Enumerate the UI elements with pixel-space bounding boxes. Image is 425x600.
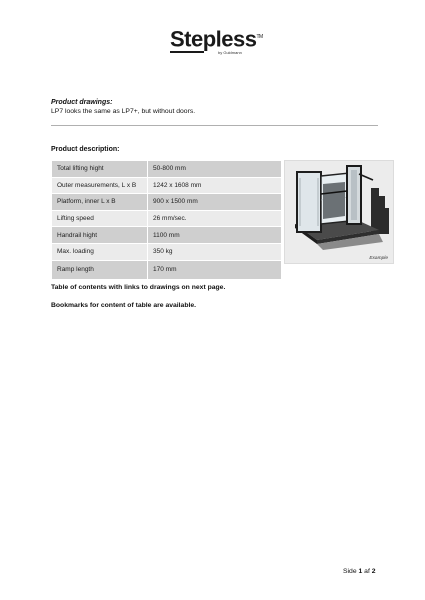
table-row bbox=[52, 194, 282, 211]
product-drawings-note: LP7 looks the same as LP7+, but without doors. bbox=[51, 108, 196, 115]
product-photo bbox=[284, 160, 394, 264]
photo-caption: Example bbox=[369, 256, 388, 261]
spec-value: 170 mm bbox=[148, 260, 282, 279]
spec-value: 1100 mm bbox=[148, 227, 282, 244]
stepless-logo bbox=[170, 26, 262, 60]
bookmarks-note: Bookmarks for content of table are available. bbox=[51, 302, 197, 309]
spec-label: Ramp length bbox=[52, 260, 148, 279]
spec-value: 50-800 mm bbox=[148, 161, 282, 178]
table-row bbox=[52, 177, 282, 194]
spec-table bbox=[51, 160, 282, 280]
page-of: af bbox=[364, 568, 370, 575]
page-label: Side bbox=[343, 568, 357, 575]
logo-underline bbox=[170, 51, 204, 53]
logo-wordmark: Stepless bbox=[170, 26, 257, 52]
table-row bbox=[52, 260, 282, 279]
spec-value: 1242 x 1608 mm bbox=[148, 177, 282, 194]
spec-label: Total lifting hight bbox=[52, 161, 148, 178]
spec-value: 26 mm/sec. bbox=[148, 210, 282, 227]
product-description-heading: Product description: bbox=[51, 146, 120, 153]
spec-label: Lifting speed bbox=[52, 210, 148, 227]
section-divider bbox=[51, 125, 378, 126]
platform-lift-illustration bbox=[287, 164, 391, 252]
spec-label: Platform, inner L x B bbox=[52, 194, 148, 211]
spec-label: Max. loading bbox=[52, 243, 148, 260]
spec-value: 900 x 1500 mm bbox=[148, 194, 282, 211]
table-row bbox=[52, 161, 282, 178]
table-row bbox=[52, 210, 282, 227]
total-pages: 2 bbox=[371, 568, 376, 575]
product-drawings-heading: Product drawings: bbox=[51, 99, 113, 106]
spec-label: Handrail hight bbox=[52, 227, 148, 244]
spec-value: 350 kg bbox=[148, 243, 282, 260]
logo-trademark: TM bbox=[256, 34, 263, 40]
table-row bbox=[52, 227, 282, 244]
table-row bbox=[52, 243, 282, 260]
toc-note: Table of contents with links to drawings on next page. bbox=[51, 284, 226, 291]
logo-subtitle: by Guldmann bbox=[218, 50, 242, 55]
spec-label: Outer measurements, L x B bbox=[52, 177, 148, 194]
page-number bbox=[343, 568, 376, 575]
current-page: 1 bbox=[358, 568, 363, 575]
